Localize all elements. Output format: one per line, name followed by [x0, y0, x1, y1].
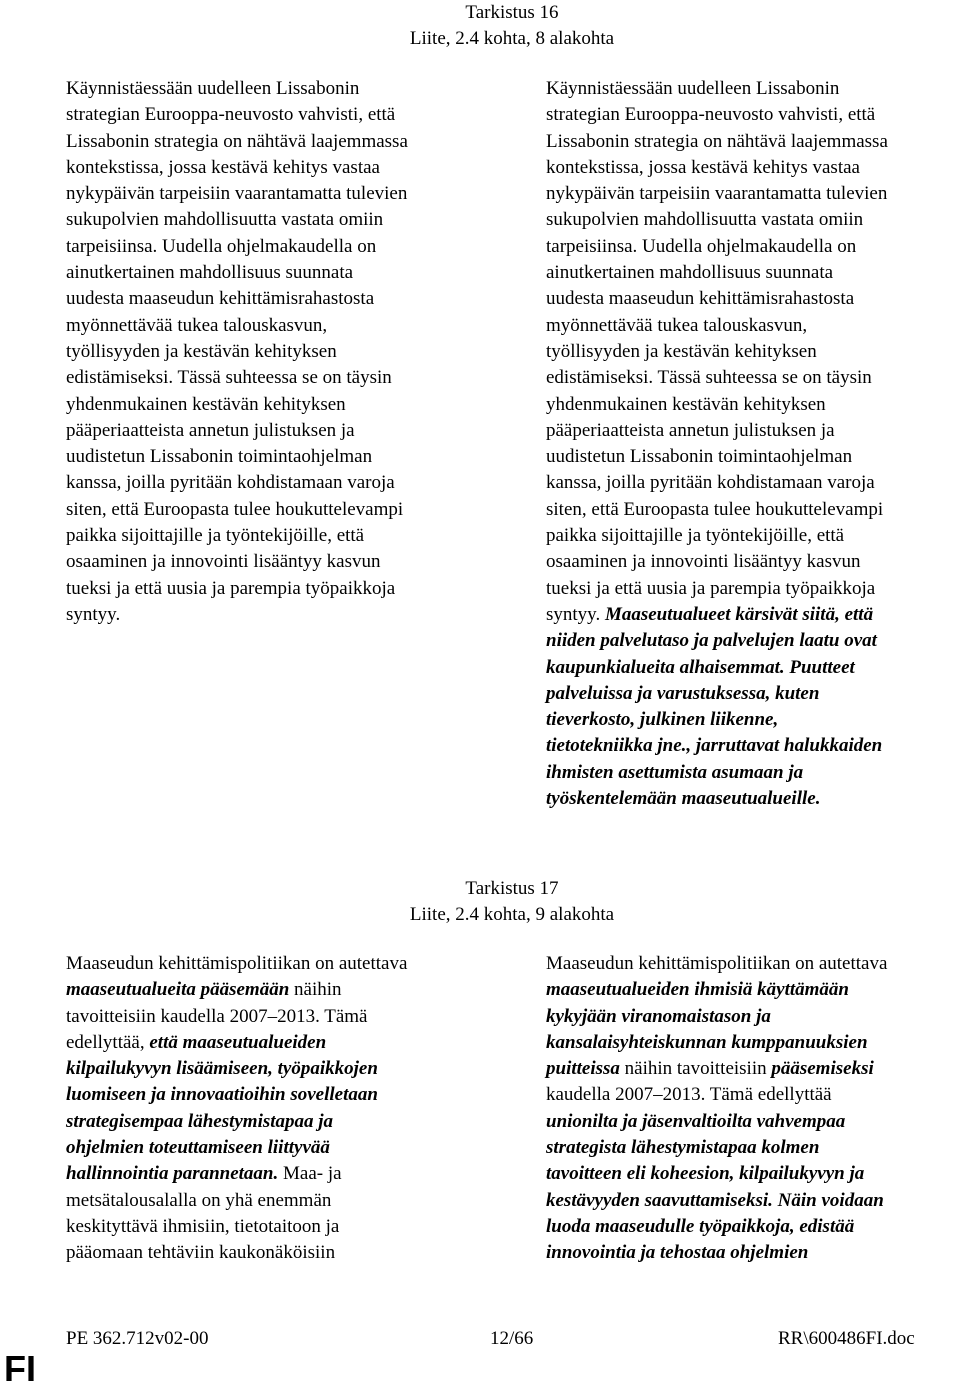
text-line: yhdenmukainen kestävän kehityksen [546, 393, 826, 415]
text-line [546, 655, 888, 681]
text-line: pääperiaatteista annetun julistuksen ja [66, 419, 355, 441]
text-line: tueksi ja että uusia ja parempia työpaikkoja [66, 577, 396, 599]
text-line: tavoitteisiin kaudella 2007–2013. Tämä [66, 1005, 368, 1027]
text-line [66, 1082, 407, 1108]
text-line: Maaseudun kehittämispolitiikan on autettava [66, 953, 408, 974]
amended-text-run: tieverkosto, julkinen liikenne, [546, 709, 779, 731]
amended-text-run: unionilta ja jäsenvaltioilta vahvempaa [546, 1110, 846, 1132]
amended-text-run: innovointia ja tehostaa ohjelmien [546, 1242, 809, 1264]
amended-text-run: palveluissa ja varustuksessa, kuten [546, 682, 820, 704]
text-line [546, 1188, 887, 1214]
text-line: uudistetun Lissabonin toimintaohjelman [546, 446, 853, 468]
text-line: kanssa, joilla pyritään kohdistamaan varoja [546, 472, 875, 494]
text-line [546, 602, 888, 628]
text-run: näihin [289, 979, 342, 1001]
text-line: strategian Eurooppa-neuvosto vahvisti, että [546, 104, 876, 126]
amended-text-run: että maaseutualueiden [149, 1031, 327, 1053]
text-line: yhdenmukainen kestävän kehityksen [66, 393, 346, 415]
text-line [66, 1161, 407, 1187]
amended-text-run: kykyjään viranomaistason ja [546, 1005, 771, 1027]
text-line: uudesta maaseudun kehittämisrahastosta [66, 288, 375, 310]
text-line: kontekstissa, jossa kestävä kehitys vastaa [546, 156, 860, 178]
text-line [66, 1056, 407, 1082]
text-line: työllisyyden ja kestävän kehityksen [546, 340, 817, 362]
text-line: myönnettävää tukea talouskasvun, [66, 314, 328, 336]
text-line: syntyy. [66, 603, 121, 625]
footer-page-number: 12/66 [490, 1328, 534, 1349]
text-line [546, 1240, 887, 1266]
text-line [66, 1030, 407, 1056]
text-line: paikka sijoittajille ja työntekijöille, että [546, 525, 845, 547]
amendment-reference: Liite, 2.4 kohta, 8 alakohta [409, 28, 615, 49]
amended-text-run: tavoitteen eli koheesion, kilpailukyvyn ja [546, 1163, 865, 1185]
text-line: kanssa, joilla pyritään kohdistamaan varoja [66, 472, 395, 494]
amendment-title: Tarkistus 17 [465, 878, 559, 899]
text-line: keskityttävä ihmisiin, tietotaitoon ja [66, 1215, 340, 1237]
text-line [546, 977, 887, 1003]
text-line [546, 733, 888, 759]
text-line: myönnettävää tukea talouskasvun, [546, 314, 808, 336]
text-line: Käynnistäessään uudelleen Lissabonin [546, 78, 840, 99]
text-line: edistämiseksi. Tässä suhteessa se on täysin [546, 367, 872, 389]
amended-text-run: Maaseutualueet kärsivät siitä, että [604, 603, 874, 625]
amended-text-run: tietotekniikka jne., jarruttavat halukkaiden [546, 735, 883, 757]
text-line [546, 786, 888, 812]
text-line: Lissabonin strategia on nähtävä laajemmassa [546, 130, 888, 152]
amendment-reference: Liite, 2.4 kohta, 9 alakohta [409, 904, 615, 925]
amended-text-run: kansalaisyhteiskunnan kumppanuuksien [546, 1031, 868, 1053]
amended-text-run: maaseutualueiden ihmisiä käyttämään [546, 979, 849, 1001]
amended-text-run: luoda maaseudulle työpaikkoja, edistää [546, 1215, 855, 1237]
text-line: kontekstissa, jossa kestävä kehitys vastaa [66, 156, 380, 178]
text-line: sukupolvien mahdollisuutta vastata omiin [66, 209, 384, 231]
text-line: edistämiseksi. Tässä suhteessa se on täysin [66, 367, 392, 389]
text-line: paikka sijoittajille ja työntekijöille, että [66, 525, 365, 547]
text-line: pääperiaatteista annetun julistuksen ja [546, 419, 835, 441]
text-line [546, 1109, 887, 1135]
amendment-17-original-text [66, 951, 407, 1267]
amended-text-run: puitteissa [546, 1058, 620, 1080]
text-line [546, 1004, 887, 1030]
text-line: nykypäivän tarpeisiin vaarantamatta tulevien [546, 183, 888, 205]
amended-text-run: työskentelemään maaseutualueille. [546, 788, 821, 810]
text-line: tarpeisiinsa. Uudella ohjelmakaudella on [546, 235, 857, 257]
amended-text-run: maaseutualueita pääsemään [66, 979, 290, 1001]
text-line: Lissabonin strategia on nähtävä laajemmassa [66, 130, 408, 152]
text-line: siten, että Euroopasta tulee houkuttelevampi [66, 498, 404, 520]
amendment-17-heading [212, 876, 812, 928]
text-line [546, 1214, 887, 1240]
text-line [546, 681, 888, 707]
text-line [66, 977, 407, 1003]
amended-text-run: luomiseen ja innovaatioihin sovelletaan [66, 1084, 378, 1106]
text-line: sukupolvien mahdollisuutta vastata omiin [546, 209, 864, 231]
text-line [546, 628, 888, 654]
footer-file-name: RR\600486FI.doc [778, 1328, 915, 1349]
text-line: Maaseudun kehittämispolitiikan on autettava [546, 953, 888, 974]
text-line [546, 760, 888, 786]
text-line: työllisyyden ja kestävän kehityksen [66, 340, 337, 362]
text-line [546, 1135, 887, 1161]
amendment-title: Tarkistus 16 [465, 2, 559, 23]
text-line [66, 1135, 407, 1161]
amended-text-run: kestävyyden saavuttamiseksi. Näin voidaan [546, 1189, 884, 1211]
text-line: ainutkertainen mahdollisuus suunnata [546, 262, 834, 284]
amended-text-run: hallinnointia parannetaan. [66, 1163, 279, 1185]
text-line: Käynnistäessään uudelleen Lissabonin [66, 78, 360, 99]
text-line: nykypäivän tarpeisiin vaarantamatta tulevien [66, 183, 408, 205]
amendment-16-original-text [66, 76, 408, 628]
text-line: osaaminen ja innovointi lisääntyy kasvun [546, 551, 861, 573]
amended-text-run: strategista lähestymistapaa kolmen [546, 1137, 820, 1159]
text-line: kaudella 2007–2013. Tämä edellyttää [546, 1084, 832, 1106]
amended-text-run: kaupunkialueita alhaisemmat. Puutteet [546, 656, 855, 678]
text-line [66, 1109, 407, 1135]
text-run: näihin tavoitteisiin [619, 1058, 772, 1080]
text-line [546, 1030, 887, 1056]
amended-text-run: strategisempaa lähestymistapaa ja [66, 1110, 334, 1132]
amended-text-run: kilpailukyvyn lisäämiseen, työpaikkojen [66, 1058, 378, 1080]
text-line [546, 1056, 887, 1082]
text-line: pääomaan tehtäviin kaukonäköisiin [66, 1242, 336, 1264]
text-line: uudistetun Lissabonin toimintaohjelman [66, 446, 373, 468]
amendment-16-amended-text [546, 76, 888, 812]
text-line: ainutkertainen mahdollisuus suunnata [66, 262, 354, 284]
text-run: Maa- ja [278, 1163, 342, 1185]
text-line: siten, että Euroopasta tulee houkuttelevampi [546, 498, 884, 520]
text-line [546, 707, 888, 733]
text-run: edellyttää, [66, 1031, 150, 1053]
text-run: syntyy. [546, 603, 605, 625]
amended-text-run: niiden palvelutaso ja palvelujen laatu ovat [546, 630, 877, 652]
amended-text-run: ihmisten asettumista asumaan ja [546, 761, 804, 783]
text-line: osaaminen ja innovointi lisääntyy kasvun [66, 551, 381, 573]
footer-doc-ref: PE 362.712v02-00 [66, 1328, 209, 1349]
text-line: metsätalousalalla on yhä enemmän [66, 1189, 332, 1211]
amendment-16-heading [212, 0, 812, 52]
text-line: uudesta maaseudun kehittämisrahastosta [546, 288, 855, 310]
text-line: tueksi ja että uusia ja parempia työpaikkoja [546, 577, 876, 599]
text-line [546, 1161, 887, 1187]
amended-text-run: ohjelmien toteuttamiseen liittyvää [66, 1137, 330, 1159]
language-code: FI [4, 1348, 36, 1389]
amended-text-run: pääsemiseksi [771, 1058, 874, 1080]
text-line: tarpeisiinsa. Uudella ohjelmakaudella on [66, 235, 377, 257]
text-line: strategian Eurooppa-neuvosto vahvisti, että [66, 104, 396, 126]
amendment-17-amended-text [546, 951, 887, 1267]
